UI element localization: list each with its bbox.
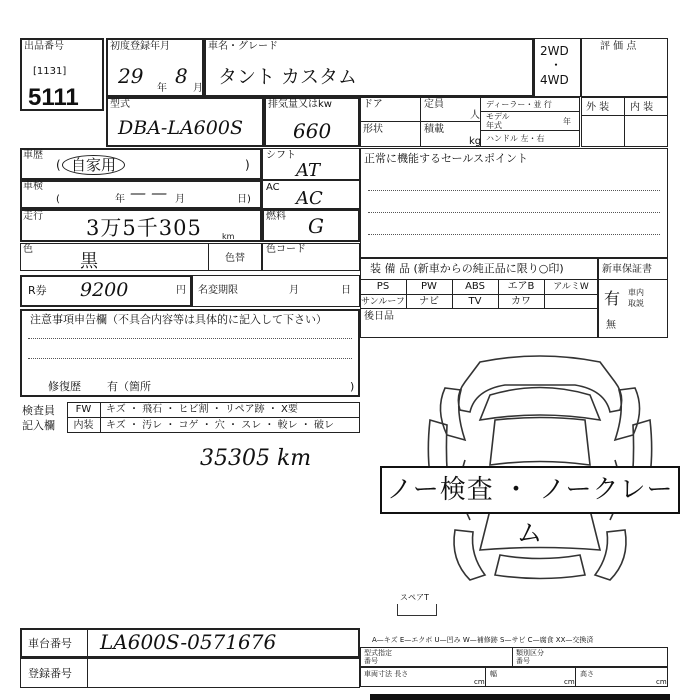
inspection-label: 車検 bbox=[23, 181, 43, 192]
equip-tv: TV bbox=[468, 296, 482, 307]
handwritten-mileage: 35305 km bbox=[200, 446, 312, 471]
lot-number: 5111 bbox=[28, 84, 79, 111]
first-registration-label: 初度登録年月 bbox=[110, 41, 170, 52]
equipment-title: 装 備 品 (新車からの純正品に限り○印) bbox=[370, 262, 564, 275]
load-label: 積載 bbox=[424, 124, 444, 135]
color-change-label: 色替 bbox=[225, 253, 245, 264]
drive-2wd: 2WD bbox=[540, 44, 569, 58]
selling-points-label: 正常に機能するセールスポイント bbox=[364, 152, 529, 165]
drive-4wd: 4WD bbox=[540, 73, 569, 87]
inspector-fw-tag: FW bbox=[75, 404, 92, 415]
mileage-value: 3万5千305 bbox=[86, 216, 202, 240]
capacity-unit: 人 bbox=[470, 110, 480, 121]
drive-dot: ・ bbox=[550, 58, 563, 72]
shift-value: AT bbox=[296, 160, 321, 181]
inspection-month-unit: 月 bbox=[175, 194, 185, 205]
equip-pw: PW bbox=[421, 281, 437, 292]
dealer-label: ディーラー・並 行 bbox=[486, 100, 552, 109]
first-registration-month: 8 bbox=[175, 64, 188, 88]
mileage-label: 走行 bbox=[23, 211, 43, 222]
history-paren-open: ( bbox=[56, 158, 61, 172]
type-designation-label: 型式指定 番号 bbox=[364, 649, 392, 665]
registration-label: 登録番号 bbox=[28, 667, 72, 680]
color-code-label: 色コード bbox=[266, 244, 306, 255]
equip-abs: ABS bbox=[465, 281, 485, 292]
bottom-bar bbox=[370, 694, 670, 700]
ac-label: AC bbox=[266, 182, 280, 193]
model-year-label: モデル 年式 bbox=[486, 112, 510, 130]
equip-ps: PS bbox=[376, 281, 390, 292]
exterior-label: 外 装 bbox=[586, 102, 610, 113]
recycle-value: 9200 bbox=[80, 279, 129, 301]
equip-airbag: エアB bbox=[507, 281, 535, 292]
inspection-paren: ( bbox=[56, 194, 60, 205]
fuel-label: 燃料 bbox=[266, 211, 286, 222]
recycle-label: R券 bbox=[28, 284, 47, 297]
height-unit: cm bbox=[656, 678, 667, 686]
car-name-label: 車名・グレード bbox=[208, 41, 278, 52]
warranty-manual: 取説 bbox=[628, 299, 644, 308]
length-label: 車両寸法 長さ bbox=[364, 670, 409, 678]
capacity-label: 定員 bbox=[424, 99, 444, 110]
aftermarket-label: 後日品 bbox=[364, 311, 394, 322]
chassis-number: LA600S-0571676 bbox=[100, 630, 277, 654]
model-year-unit: 年 bbox=[563, 117, 571, 126]
load-unit: kg bbox=[469, 136, 482, 147]
warranty-in-car: 車内 bbox=[628, 288, 644, 297]
first-registration-year: 29 bbox=[118, 64, 144, 88]
repair-close: ) bbox=[350, 380, 355, 393]
type-class-box bbox=[360, 647, 668, 667]
history-label: 車歴 bbox=[23, 150, 43, 161]
car-name: タント カスタム bbox=[218, 66, 358, 88]
mileage-unit: km bbox=[222, 232, 235, 241]
width-label: 幅 bbox=[490, 670, 497, 678]
shift-label: シフト bbox=[266, 150, 296, 161]
spare-tire-label: スペアT bbox=[400, 593, 429, 602]
warranty-none: 無 bbox=[606, 320, 616, 331]
meigi-day: 日 bbox=[341, 285, 351, 296]
warranty-label: 新車保証書 bbox=[602, 264, 652, 275]
score-label: 評 価 点 bbox=[600, 41, 637, 52]
spare-tire-bracket bbox=[397, 604, 437, 616]
doors-label: ドア bbox=[363, 99, 383, 110]
displacement-label: 排気量又はkw bbox=[268, 99, 332, 110]
damage-codes: A—キズ E—エクボ U—凹み W—補修跡 S—サビ C—腐食 XX—交換済 bbox=[372, 636, 594, 644]
model-label: 型式 bbox=[110, 99, 130, 110]
inspector-interior-text: キズ ・ 汚レ ・ コゲ ・ 穴 ・ スレ ・ 較レ ・ 破レ bbox=[106, 420, 334, 431]
equip-navi: ナビ bbox=[419, 296, 439, 307]
inspection-year-unit: 年 bbox=[115, 194, 125, 205]
equip-leather: カワ bbox=[511, 296, 531, 307]
no-inspection-stamp: ノー検査 ・ ノークレーム bbox=[380, 466, 680, 514]
handle-label: ハンドル 左・右 bbox=[486, 134, 545, 143]
interior-label: 内 装 bbox=[630, 102, 654, 113]
inspector-label-2: 記入欄 bbox=[22, 419, 55, 432]
notes-label: 注意事項申告欄（不具合内容等は具体的に記入して下さい） bbox=[30, 313, 327, 326]
history-value: 自家用 bbox=[62, 155, 125, 175]
ac-value: AC bbox=[296, 188, 323, 209]
inspector-fw-text: キズ ・ 飛石 ・ ヒビ割 ・ リペア跡 ・ X要 bbox=[106, 404, 298, 415]
inspection-scribble: — — bbox=[130, 183, 168, 202]
first-registration-month-unit: 月 bbox=[193, 83, 203, 94]
lot-code: [1131] bbox=[33, 66, 67, 77]
meigi-month: 月 bbox=[289, 285, 299, 296]
class-designation-label: 類別区分 番号 bbox=[516, 649, 544, 665]
color-value: 黒 bbox=[80, 251, 98, 272]
meigi-label: 名変期限 bbox=[198, 285, 238, 296]
repair-value: 有（箇所 bbox=[107, 380, 151, 393]
equip-alloy: アルミW bbox=[553, 282, 589, 292]
lot-number-label: 出品番号 bbox=[24, 41, 64, 52]
inspection-day-unit: 日) bbox=[237, 194, 251, 205]
model-value: DBA-LA600S bbox=[118, 117, 243, 139]
shape-label: 形状 bbox=[363, 124, 383, 135]
fuel-value: G bbox=[308, 214, 324, 238]
warranty-yes: 有 bbox=[604, 289, 621, 308]
history-paren-close: ) bbox=[245, 158, 250, 172]
length-unit: cm bbox=[474, 678, 485, 686]
inspector-label: 検査員 bbox=[22, 404, 55, 417]
height-label: 高さ bbox=[580, 670, 594, 678]
repair-label: 修復歴 bbox=[48, 380, 81, 393]
inspector-interior-tag: 内装 bbox=[73, 420, 94, 431]
displacement-value: 660 bbox=[293, 119, 332, 143]
first-registration-year-unit: 年 bbox=[157, 83, 167, 94]
equip-sunroof: サンルーフ bbox=[361, 297, 405, 307]
chassis-label: 車台番号 bbox=[28, 637, 72, 650]
width-unit: cm bbox=[564, 678, 575, 686]
recycle-unit: 円 bbox=[176, 285, 186, 296]
color-label: 色 bbox=[23, 244, 33, 255]
